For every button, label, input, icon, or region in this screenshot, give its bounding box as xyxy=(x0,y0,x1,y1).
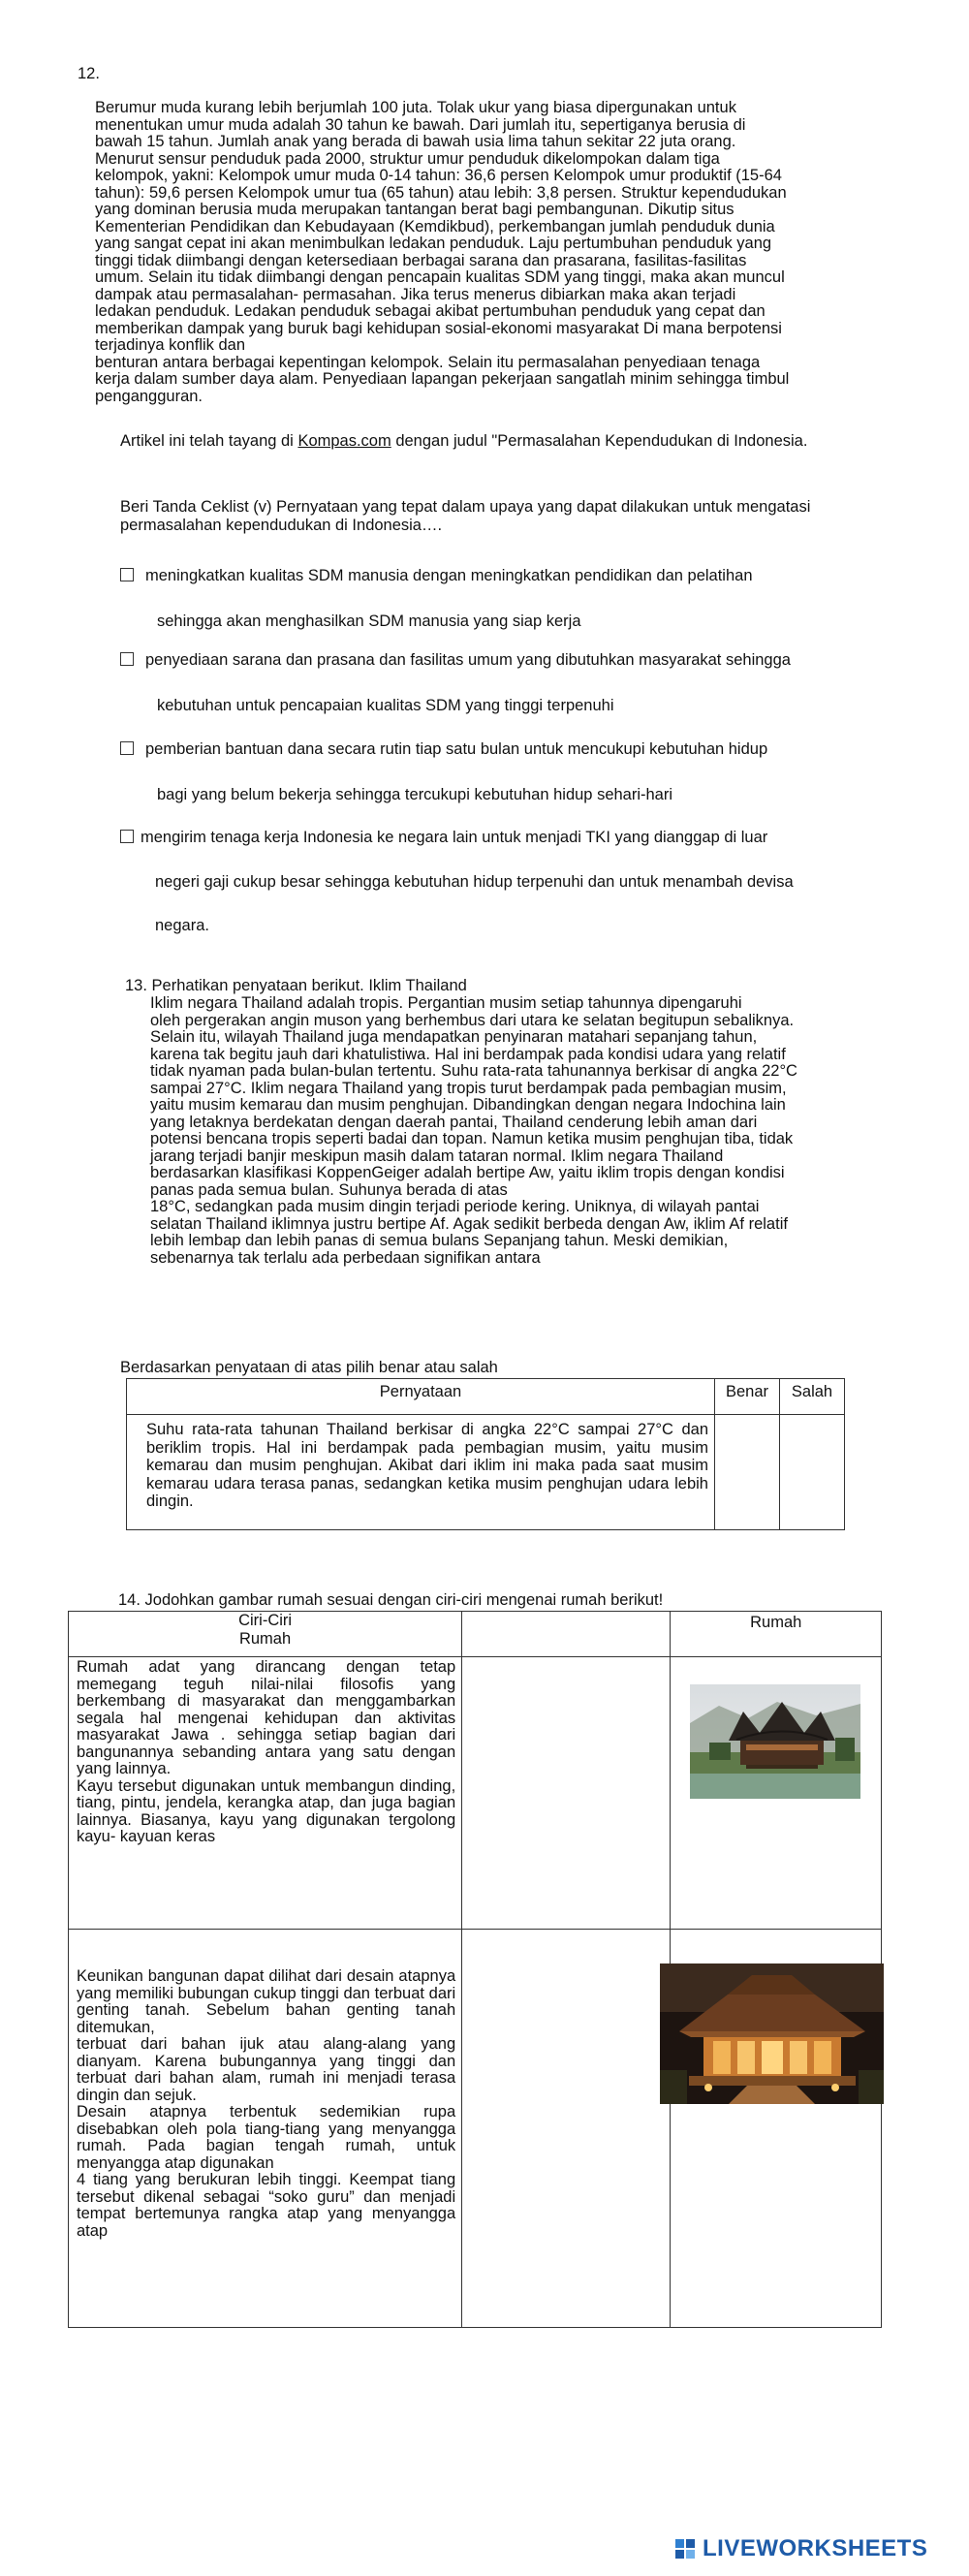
minangkabau-house-image[interactable] xyxy=(690,1684,860,1799)
liveworksheets-brand[interactable] xyxy=(675,2535,927,2562)
table-row xyxy=(127,1415,845,1530)
false-answer-cell[interactable] xyxy=(780,1415,845,1530)
joglo-house-image[interactable] xyxy=(660,1963,884,2104)
option-text-continued: negeri gaji cukup besar sehingga kebutuhan hidup terpenuhi dan untuk menambah devisa xyxy=(155,873,794,891)
option-text: pemberian bantuan dana secara rutin tiap satu bulan untuk mencukupi kebutuhan hidup xyxy=(145,740,768,758)
option-text-continued: negara. xyxy=(155,917,209,934)
q14-heading: 14. Jodohkan gambar rumah sesuai dengan ciri-ciri mengenai rumah berikut! xyxy=(118,1591,664,1609)
q12-text-block xyxy=(78,65,882,405)
option-text: meningkatkan kualitas SDM manusia dengan meningkatkan pendidikan dan pelatihan xyxy=(145,567,753,584)
q12-number: 12. xyxy=(78,65,100,82)
option-text-continued: kebutuhan untuk pencapaian kualitas SDM yang tinggi terpenuhi xyxy=(157,697,614,714)
col-rumah: Rumah xyxy=(671,1612,882,1657)
q13-heading: 13. Perhatikan penyataan berikut. Iklim Thailand xyxy=(125,977,467,994)
ciri-cell-1 xyxy=(69,1657,462,1930)
brand-text: LIVEWORKSHEETS xyxy=(703,2535,928,2561)
ciri-text-1: Rumah adat yang dirancang dengan tetap memegang teguh nilai-nilai filosofis yang berkembang di masyarakat dan menggambarkan segala hal mengenai kehidupan dan aktivitas masyarakat Jawa . sehingga setiap bagian dari bangunannya sebanding antara yang satu dengan yang lainnya. Kayu tersebut digunakan untuk membangun dinding, tiang, pintu, jendela, kerangka atap, dan juga bagian lainnya. Biasanya, kayu yang digunakan tergolong kayu- kayuan keras xyxy=(77,1658,456,1845)
true-answer-cell[interactable] xyxy=(715,1415,780,1530)
answer-dropzone-1[interactable] xyxy=(462,1657,671,1930)
col-statement: Pernyataan xyxy=(127,1379,715,1415)
kompas-link[interactable]: Kompas.com xyxy=(297,432,391,450)
q12-option-2 xyxy=(120,650,888,714)
statement-cell: Suhu rata-rata tahunan Thailand berkisar di angka 22°C sampai 27°C dan beriklim tropis. Hal ini berdampak pada pembagian musim, yaitu musim kemarau dan musim penghujan. Akibat dari iklim ini maka pada saat musim kemarau udara terasa panas, sedangkan ketika musim penghujan udara lebih dingin. xyxy=(127,1415,715,1530)
q12-option-3 xyxy=(120,739,888,803)
article-prefix: Artikel ini telah tayang di xyxy=(120,432,298,450)
q12-article-source xyxy=(120,432,882,451)
q13-caption: Berdasarkan penyataan di atas pilih benar atau salah xyxy=(120,1359,498,1376)
checkbox-icon[interactable] xyxy=(120,568,134,581)
checkbox-icon[interactable] xyxy=(120,830,134,843)
true-false-table xyxy=(126,1378,845,1530)
option-text-continued: bagi yang belum bekerja sehingga tercukupi kebutuhan hidup sehari-hari xyxy=(157,786,673,803)
answer-dropzone-2[interactable] xyxy=(462,1930,671,2328)
option-text-continued: sehingga akan menghasilkan SDM manusia yang siap kerja xyxy=(157,613,581,630)
col-answer xyxy=(462,1612,671,1657)
q12-body: Berumur muda kurang lebih berjumlah 100 juta. Tolak ukur yang biasa dipergunakan untuk menentukan umur muda adalah 30 tahun ke bawah. Dari jumlah itu, sepertiganya berusia di bawah 15 tahun. Jumlah anak yang berada di bawah usia lima tahun sekitar 22 juta orang. Menurut sensur penduduk pada 2000, struktur umur penduduk dikelompokan dalam tiga kelompok, yakni: Kelompok umur muda 0-14 tahun: 36,6 persen Kelompok umur produktif (15-64 tahun): 59,6 persen Kelompok umur tua (65 tahun) atau lebih: 3,8 persen. Struktur kependudukan yang dominan berusia muda merupakan tantangan berat bagi pembangunan. Dikutip situs Kementerian Pendidikan dan Kebudayaan (Kemdikbud), perkembangan jumlah penduduk dunia yang sangat cepat ini akan menimbulkan ledakan penduduk. Laju pertumbuhan penduduk yang tinggi tidak diimbangi dengan ketersediaan berbagai sarana dan prasarana, fasilitas-fasilitas umum. Selain itu tidak diimbangi dengan pencapain kualitas SDM yang tinggi, maka akan muncul dampak atau permasalahan- permasahan. Jika terus menerus dibiarkan maka akan terjadi ledakan penduduk. Ledakan penduduk sebagai akibat pertumbuhan penduduk yang cepat dan memberikan dampak yang buruk bagi kehidupan sosial-ekonomi masyarakat Di mana berpotensi terjadinya konflik dan benturan antara berbagai kepentingan kelompok. Selain itu permasalahan penyediaan tenaga kerja dalam sumber daya alam. Penyediaan lapangan pekerjaan sangatlah minim sehingga timbul pengangguran. xyxy=(95,99,790,405)
col-ciri: Ciri-Ciri Rumah xyxy=(69,1612,462,1657)
article-suffix: dengan judul "Permasalahan Kependudukan di Indonesia. xyxy=(391,432,808,450)
q13-body: Iklim negara Thailand adalah tropis. Pergantian musim setiap tahunnya dipengaruhi oleh pergerakan angin muson yang berhembus dari utara ke selatan begitupun sebaliknya. Selain itu, wilayah Thailand juga mendapatkan penyinaran matahari sepanjang tahun, karena tak begitu jauh dari khatulistiwa. Hal ini berdampak pada kondisi udara yang relatif tidak nyaman pada bulan-bulan tertentu. Suhu rata-rata tahunannya berkisar di angka 22°C sampai 27°C. Iklim negara Thailand yang tropis turut berdampak pada pembagian musim, yaitu musim kemarau dan musim penghujan. Dibandingkan dengan negara Indochina lain yang letaknya berdekatan dengan daerah pantai, Thailand cenderung lebih aman dari potensi bencana tropis seperti badai dan topan. Namun ketika musim penghujan tiba, tidak jarang terjadi banjir meskipun masih dalam tataran normal. Iklim negara Thailand berdasarkan klasifikasi KoppenGeiger adalah bertipe Aw, yaitu iklim tropis dengan kondisi panas pada semua bulan. Suhunya berada di atas 18°C, sedangkan pada musim dingin terjadi periode kering. Uniknya, di wilayah pantai selatan Thailand iklimnya justru bertipe Af. Agak sedikit berbeda dengan Aw, iklim Af relatif lebih lembap dan lebih panas di semua bulans Sepanjang tahun. Meski demikian, sebenarnya tak terlalu ada perbedaan signifikan antara xyxy=(150,994,797,1267)
checkbox-icon[interactable] xyxy=(120,741,134,755)
q12-option-1 xyxy=(120,566,888,630)
option-text: mengirim tenaga kerja Indonesia ke negara lain untuk menjadi TKI yang dianggap di luar xyxy=(141,829,768,846)
liveworksheets-logo-icon xyxy=(675,2537,697,2559)
ciri-cell-2 xyxy=(69,1930,462,2328)
col-true: Benar xyxy=(715,1379,780,1415)
ciri-text-2: Keunikan bangunan dapat dilihat dari desain atapnya yang memiliki bubungan cukup tinggi dan terbuat dari genting tanah. Sebelum bahan genting tanah ditemukan, terbuat dari bahan ijuk atau alang-alang yang dianyam. Karena bubungannya yang tinggi dan terbuat dari bahan alam, rumah ini menjadi terasa dingin dan sejuk. Desain atapnya terbentuk sedemikian rupa disebabkan oleh pola tiang-tiang yang menyangga rumah. Pada bagian tengah rumah, untuk menyangga atap digunakan 4 tiang yang berukuran lebih tinggi. Keempat tiang tersebut dikenal sebagai “soko guru” dan menjadi tempat bertemunya rangka atap yang menyangga atap xyxy=(77,1967,456,2240)
q12-instruction: Beri Tanda Ceklist (v) Pernyataan yang tepat dalam upaya yang dapat dilakukan untuk mengatasi permasalahan kependudukan di Indonesia…. xyxy=(120,498,811,534)
option-text: penyediaan sarana dan prasana dan fasilitas umum yang dibutuhkan masyarakat sehingga xyxy=(145,651,791,669)
checkbox-icon[interactable] xyxy=(120,652,134,666)
col-false: Salah xyxy=(780,1379,845,1415)
q12-option-4 xyxy=(120,828,888,934)
